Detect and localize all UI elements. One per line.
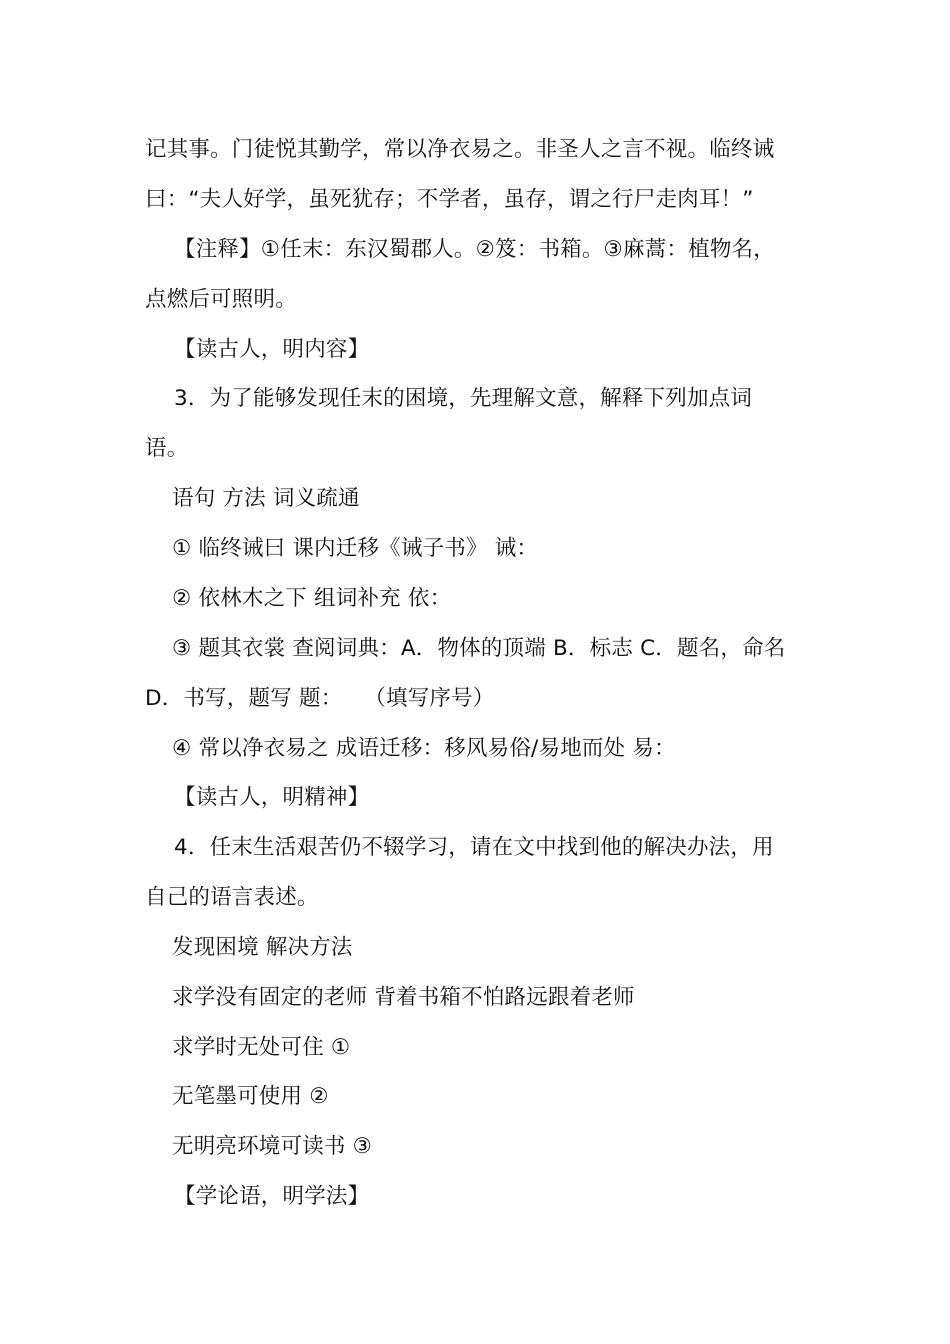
table-row: 求学时无处可住 ①	[172, 1035, 351, 1060]
text-line: 点燃后可照明。	[145, 287, 297, 312]
text-line: 语。	[145, 436, 189, 461]
table-row: ③ 题其衣裳 查阅词典：A．物体的顶端 B．标志 C．题名，命名	[172, 636, 786, 661]
question-4: 4．任末生活艰苦仍不辍学习，请在文中找到他的解决办法，用	[174, 835, 774, 860]
section-heading: 【读古人，明内容】	[174, 337, 370, 362]
table-row: ② 依林木之下 组词补充 依：	[172, 586, 452, 611]
table-row: 无明亮环境可读书 ③	[172, 1134, 373, 1159]
text-line: 曰：“夫人好学，虽死犹存；不学者，虽存，谓之行尸走肉耳！”	[145, 187, 754, 212]
table-row: ① 临终诫曰 课内迁移《诫子书》 诫：	[172, 536, 539, 561]
section-heading: 【读古人，明精神】	[174, 785, 370, 810]
text-line: 记其事。门徒悦其勤学，常以净衣易之。非圣人之言不视。临终诫	[145, 137, 775, 162]
table-row: 求学没有固定的老师 背着书箱不怕路远跟着老师	[172, 985, 635, 1010]
annotation-line: 【注释】①任末：东汉蜀郡人。②笈：书箱。③麻蒿：植物名，	[174, 237, 775, 262]
text-line: 自己的语言表述。	[145, 885, 319, 910]
table-row: ④ 常以净衣易之 成语迁移：移风易俗/易地而处 易：	[172, 736, 676, 761]
table-row-continued: D．书写，题写 题： （填写序号）	[145, 686, 495, 711]
section-heading: 【学论语，明学法】	[174, 1184, 370, 1209]
table-header: 发现困境 解决方法	[172, 935, 353, 960]
question-3: 3．为了能够发现任末的困境，先理解文意，解释下列加点词	[174, 386, 753, 411]
table-row: 无笔墨可使用 ②	[172, 1084, 329, 1109]
table-header: 语句 方法 词义疏通	[172, 486, 360, 511]
